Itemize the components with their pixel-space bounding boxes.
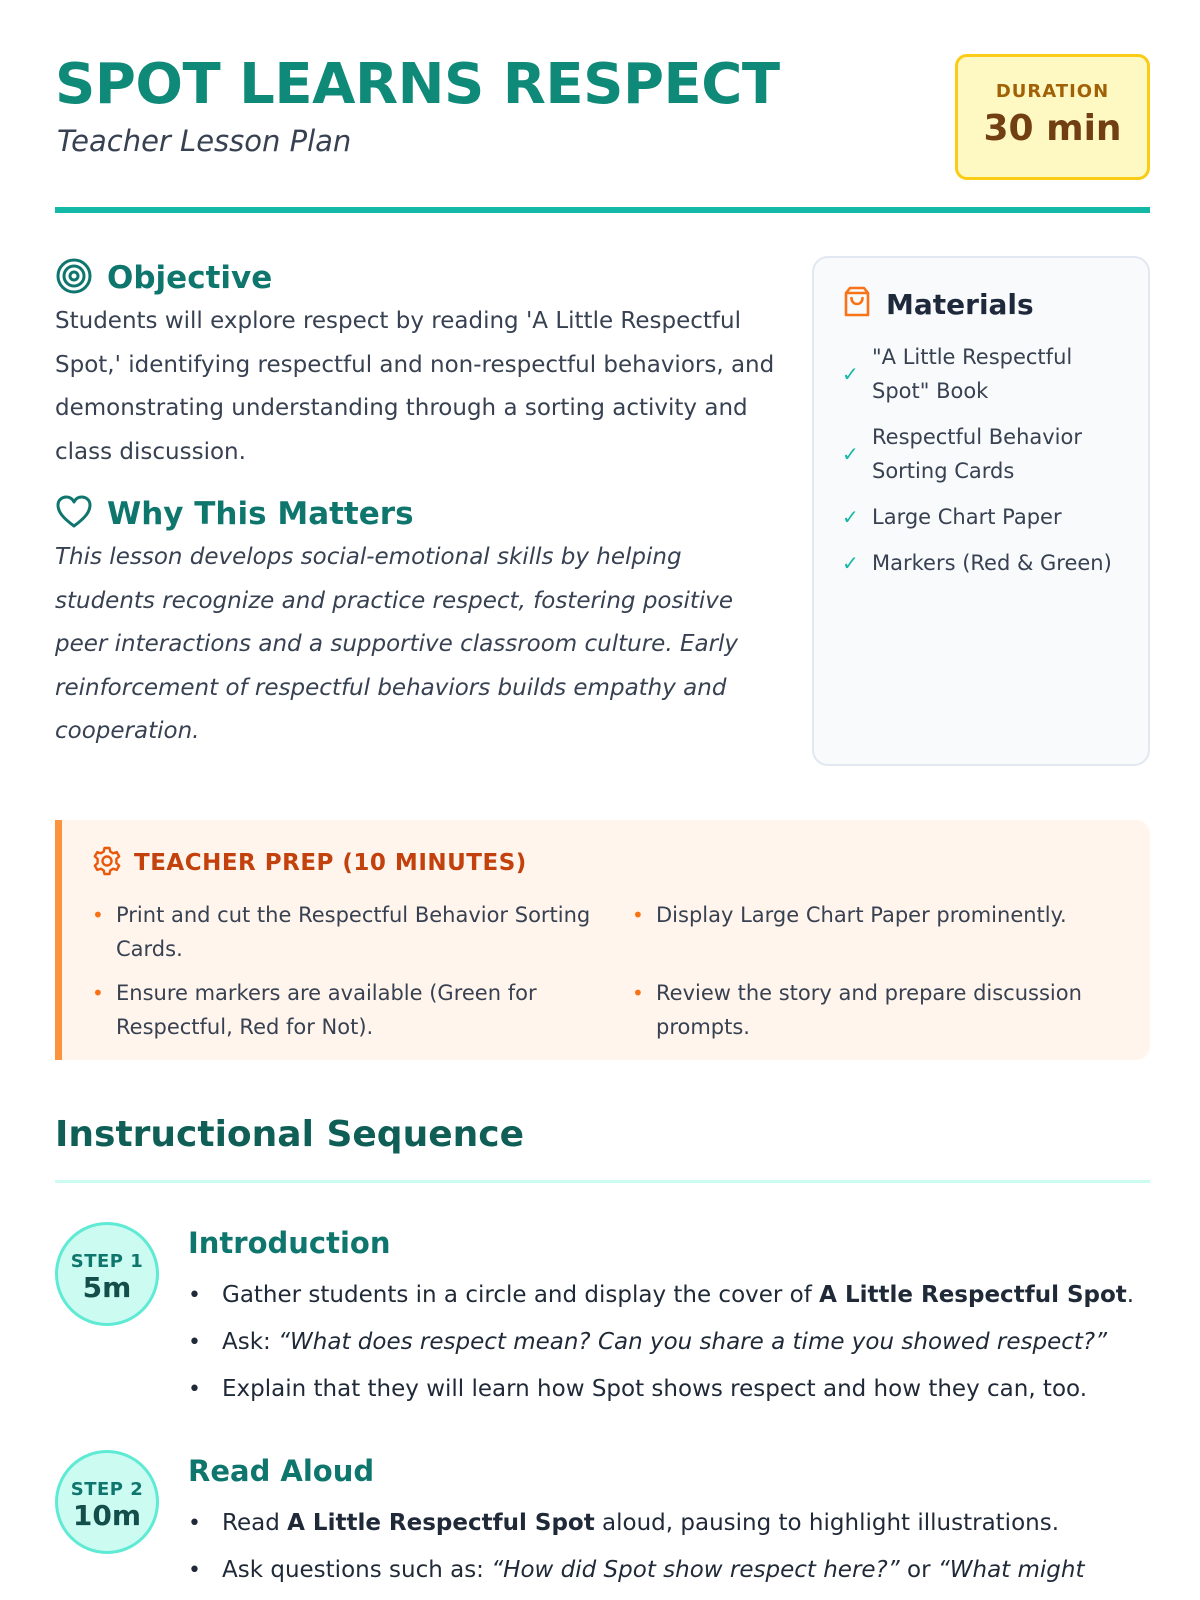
step-title: Read Aloud <box>188 1454 375 1488</box>
overview-column <box>55 256 775 754</box>
prep-item-text: Print and cut the Respectful Behavior Sorting Cards. <box>116 903 591 961</box>
why-header <box>55 492 775 536</box>
check-icon: ✓ <box>842 362 859 386</box>
bullet-dot-icon: • <box>92 903 104 927</box>
materials-card <box>812 256 1150 766</box>
list-item <box>188 1272 1150 1319</box>
objective-header <box>55 256 775 300</box>
heart-icon <box>55 494 93 534</box>
step-badge <box>55 1222 159 1326</box>
objective-heading: Objective <box>107 260 273 296</box>
prep-item <box>92 976 632 1044</box>
bullet-text: Gather students in a circle and display the cover of <box>222 1282 820 1308</box>
shopping-bag-icon <box>842 286 872 322</box>
bullet-icon: • <box>188 1558 201 1583</box>
teacher-prep-heading: TEACHER PREP (10 MINUTES) <box>134 850 527 876</box>
teacher-prep-header <box>92 846 1116 880</box>
duration-badge <box>955 54 1150 180</box>
materials-item-label: Markers (Red & Green) <box>872 551 1112 575</box>
prep-item-text: Review the story and prepare discussion prompts. <box>656 981 1082 1039</box>
materials-item <box>842 546 1122 580</box>
objective-text: Students will explore respect by reading 'A Little Respectful Spot,' identifying respectful and non-respectful behaviors, and demonstrating understanding through a sorting activity and class discussion. <box>55 308 775 465</box>
step-number: STEP 2 <box>70 1479 144 1500</box>
materials-header <box>842 286 1122 322</box>
prep-item-text: Display Large Chart Paper prominently. <box>656 903 1067 927</box>
why-heading: Why This Matters <box>107 496 414 532</box>
step-bullets <box>188 1500 1150 1594</box>
bullet-text: . <box>1126 1282 1135 1308</box>
page-title: SPOT LEARNS RESPECT <box>55 52 780 117</box>
header <box>55 0 1150 212</box>
sequence-heading: Instructional Sequence <box>55 1114 525 1155</box>
check-icon: ✓ <box>842 505 859 529</box>
step-duration: 10m <box>72 1499 142 1532</box>
prep-item <box>632 976 1132 1044</box>
bullet-text: Ask: <box>222 1329 279 1355</box>
bullet-text: Read <box>222 1510 288 1536</box>
bullet-dot-icon: • <box>632 981 644 1005</box>
materials-item <box>842 420 1122 488</box>
why-text: This lesson develops social-emotional skills by helping students recognize and practice respect, fostering positive peer interactions and a supportive classroom culture. Early reinforcement of respectful behaviors builds empathy and cooperation. <box>55 544 739 744</box>
step-number: STEP 1 <box>70 1251 144 1272</box>
materials-item <box>842 500 1122 534</box>
teacher-prep-list <box>92 898 1116 1044</box>
bullet-icon: • <box>188 1283 201 1308</box>
materials-list <box>842 340 1122 580</box>
step-bullets <box>188 1272 1150 1413</box>
list-item <box>188 1319 1150 1366</box>
prep-item <box>632 898 1132 966</box>
discussion-prompt: “What does respect mean? Can you share a time you showed respect?” <box>278 1329 1108 1355</box>
list-item <box>188 1500 1150 1547</box>
book-title: A Little Respectful Spot <box>287 1510 595 1536</box>
duration-label: DURATION <box>995 81 1110 102</box>
bullet-dot-icon: • <box>92 981 104 1005</box>
header-divider <box>55 207 1150 213</box>
bullet-icon: • <box>188 1330 201 1355</box>
list-item <box>188 1366 1150 1413</box>
bullet-text: or <box>899 1557 938 1583</box>
materials-item <box>842 340 1122 408</box>
discussion-prompt: “What might <box>937 1557 1085 1583</box>
bullet-text: aloud, pausing to highlight illustrations. <box>594 1510 1060 1536</box>
materials-item-label: "A Little Respectful Spot" Book <box>872 345 1073 403</box>
bullet-text: Ask questions such as: <box>222 1557 492 1583</box>
step-title: Introduction <box>188 1226 391 1260</box>
materials-item-label: Large Chart Paper <box>872 505 1062 529</box>
materials-heading: Materials <box>886 287 1034 321</box>
bullet-icon: • <box>188 1511 201 1536</box>
bullet-dot-icon: • <box>632 903 644 927</box>
check-icon: ✓ <box>842 551 859 575</box>
duration-value: 30 min <box>983 108 1122 149</box>
gear-icon <box>92 846 122 880</box>
materials-item-label: Respectful Behavior Sorting Cards <box>872 425 1082 483</box>
prep-item <box>92 898 632 966</box>
prep-item-text: Ensure markers are available (Green for Respectful, Red for Not). <box>116 981 537 1039</box>
bullet-icon: • <box>188 1377 201 1402</box>
page-subtitle: Teacher Lesson Plan <box>57 124 352 158</box>
bullet-text: Explain that they will learn how Spot shows respect and how they can, too. <box>222 1376 1088 1402</box>
sequence-divider <box>55 1180 1150 1183</box>
step-badge <box>55 1450 159 1554</box>
discussion-prompt: “How did Spot show respect here?” <box>491 1557 900 1583</box>
step-duration: 5m <box>82 1271 132 1304</box>
list-item <box>188 1547 1150 1594</box>
target-icon <box>55 257 93 299</box>
check-icon: ✓ <box>842 442 859 466</box>
teacher-prep-panel <box>55 820 1150 1060</box>
book-title: A Little Respectful Spot <box>819 1282 1127 1308</box>
